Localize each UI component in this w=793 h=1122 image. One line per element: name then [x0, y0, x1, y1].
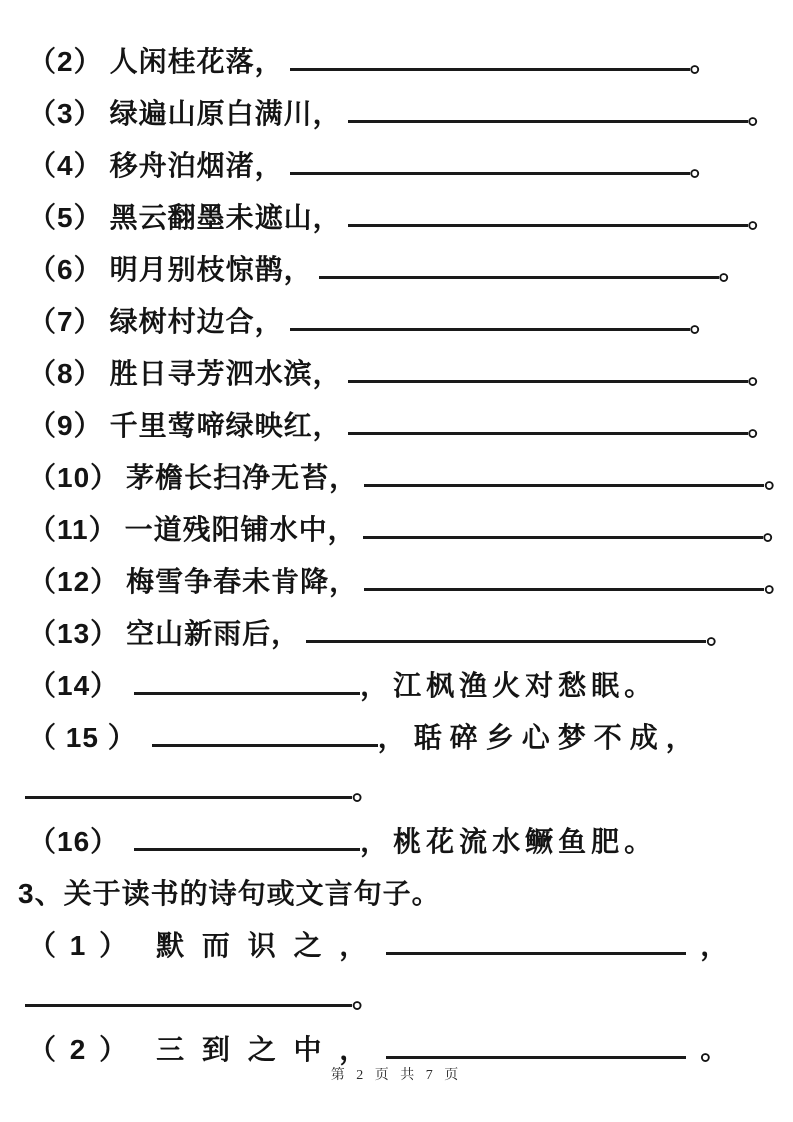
- end-punctuation: 。: [747, 98, 777, 129]
- question-line-16: [28, 816, 783, 868]
- worksheet-content: [18, 36, 793, 1076]
- end-punctuation: 。: [352, 982, 382, 1013]
- end-punctuation: 。: [762, 514, 792, 545]
- question-line-8: [28, 348, 783, 400]
- answer-blank: [386, 1028, 686, 1059]
- question-line-3-1: [28, 920, 783, 972]
- question-line-14: [28, 660, 783, 712]
- item-number: （ 1 ）: [28, 930, 131, 961]
- question-text: 一道残阳铺水中，: [124, 514, 357, 545]
- continuation-line: [28, 972, 783, 1024]
- end-punctuation: 。: [689, 46, 719, 77]
- question-text: 空山新雨后，: [126, 618, 301, 649]
- answer-blank: [25, 976, 352, 1007]
- question-text-after: ，聒碎乡心梦不成，: [377, 722, 702, 753]
- answer-blank: [134, 664, 360, 695]
- end-punctuation: 。: [689, 306, 719, 337]
- question-text-after: ，桃花流水鳜鱼肥。: [360, 826, 658, 857]
- end-punctuation: 。: [689, 150, 719, 181]
- question-line-15: [28, 712, 783, 764]
- answer-blank: [290, 300, 690, 331]
- question-line-6: [28, 244, 783, 296]
- answer-blank: [134, 820, 360, 851]
- answer-blank: [152, 716, 378, 747]
- question-line-2: [28, 36, 783, 88]
- item-number: （2）: [28, 46, 103, 77]
- end-punctuation: ，: [700, 930, 730, 961]
- item-number: （3）: [28, 98, 103, 129]
- question-text: 黑云翻墨未遮山，: [109, 202, 342, 233]
- question-text: 移舟泊烟渚，: [109, 150, 284, 181]
- question-line-3: [28, 88, 783, 140]
- end-punctuation: 。: [747, 202, 777, 233]
- end-punctuation: 。: [764, 462, 793, 493]
- end-punctuation: 。: [700, 1034, 730, 1065]
- end-punctuation: 。: [747, 358, 777, 389]
- item-number: （5）: [28, 202, 103, 233]
- section-3-heading: [18, 868, 783, 920]
- answer-blank: [386, 924, 686, 955]
- question-line-9: [28, 400, 783, 452]
- answer-blank: [306, 612, 706, 643]
- item-number: （10）: [28, 462, 120, 493]
- question-text: 三 到 之 中 ，: [156, 1034, 373, 1065]
- answer-blank: [348, 196, 748, 227]
- question-text-after: ，江枫渔火对愁眠。: [360, 670, 658, 701]
- question-line-5: [28, 192, 783, 244]
- end-punctuation: 。: [352, 774, 382, 805]
- answer-blank: [25, 768, 352, 799]
- question-line-12: [28, 556, 793, 608]
- item-number: （11）: [28, 514, 118, 545]
- item-number: （4）: [28, 150, 103, 181]
- answer-blank: [363, 508, 763, 539]
- answer-blank: [319, 248, 719, 279]
- answer-blank: [290, 144, 690, 175]
- item-number: （16）: [28, 826, 120, 857]
- item-number: （ 15 ）: [28, 722, 137, 753]
- answer-blank: [290, 40, 690, 71]
- question-text: 千里莺啼绿映红，: [109, 410, 342, 441]
- end-punctuation: 。: [718, 254, 748, 285]
- end-punctuation: 。: [764, 566, 793, 597]
- question-text: 默 而 识 之 ，: [156, 930, 373, 961]
- item-number: （14）: [28, 670, 120, 701]
- question-line-10: [28, 452, 793, 504]
- question-line-4: [28, 140, 783, 192]
- end-punctuation: 。: [747, 410, 777, 441]
- answer-blank: [348, 92, 748, 123]
- item-number: （13）: [28, 618, 120, 649]
- question-text: 绿树村边合，: [109, 306, 284, 337]
- item-number: （7）: [28, 306, 103, 337]
- page-footer: 第 2 页 共 7 页: [330, 1068, 463, 1083]
- answer-blank: [348, 404, 748, 435]
- item-number: （9）: [28, 410, 103, 441]
- question-line-11: [28, 504, 792, 556]
- item-number: （12）: [28, 566, 120, 597]
- question-text: 人闲桂花落，: [109, 46, 284, 77]
- question-line-13: [28, 608, 783, 660]
- question-text: 明月别枝惊鹊，: [109, 254, 313, 285]
- question-text: 绿遍山原白满川，: [109, 98, 342, 129]
- item-number: （ 2 ）: [28, 1034, 131, 1065]
- question-text: 胜日寻芳泗水滨，: [109, 358, 342, 389]
- item-number: （8）: [28, 358, 103, 389]
- question-text: 茅檐长扫净无苔，: [126, 462, 359, 493]
- question-text: 梅雪争春未肯降，: [126, 566, 359, 597]
- question-line-7: [28, 296, 783, 348]
- continuation-line: [28, 764, 783, 816]
- section-heading-text: 3、关于读书的诗句或文言句子。: [18, 878, 441, 909]
- answer-blank: [348, 352, 748, 383]
- end-punctuation: 。: [706, 618, 736, 649]
- answer-blank: [364, 560, 764, 591]
- answer-blank: [364, 456, 764, 487]
- item-number: （6）: [28, 254, 103, 285]
